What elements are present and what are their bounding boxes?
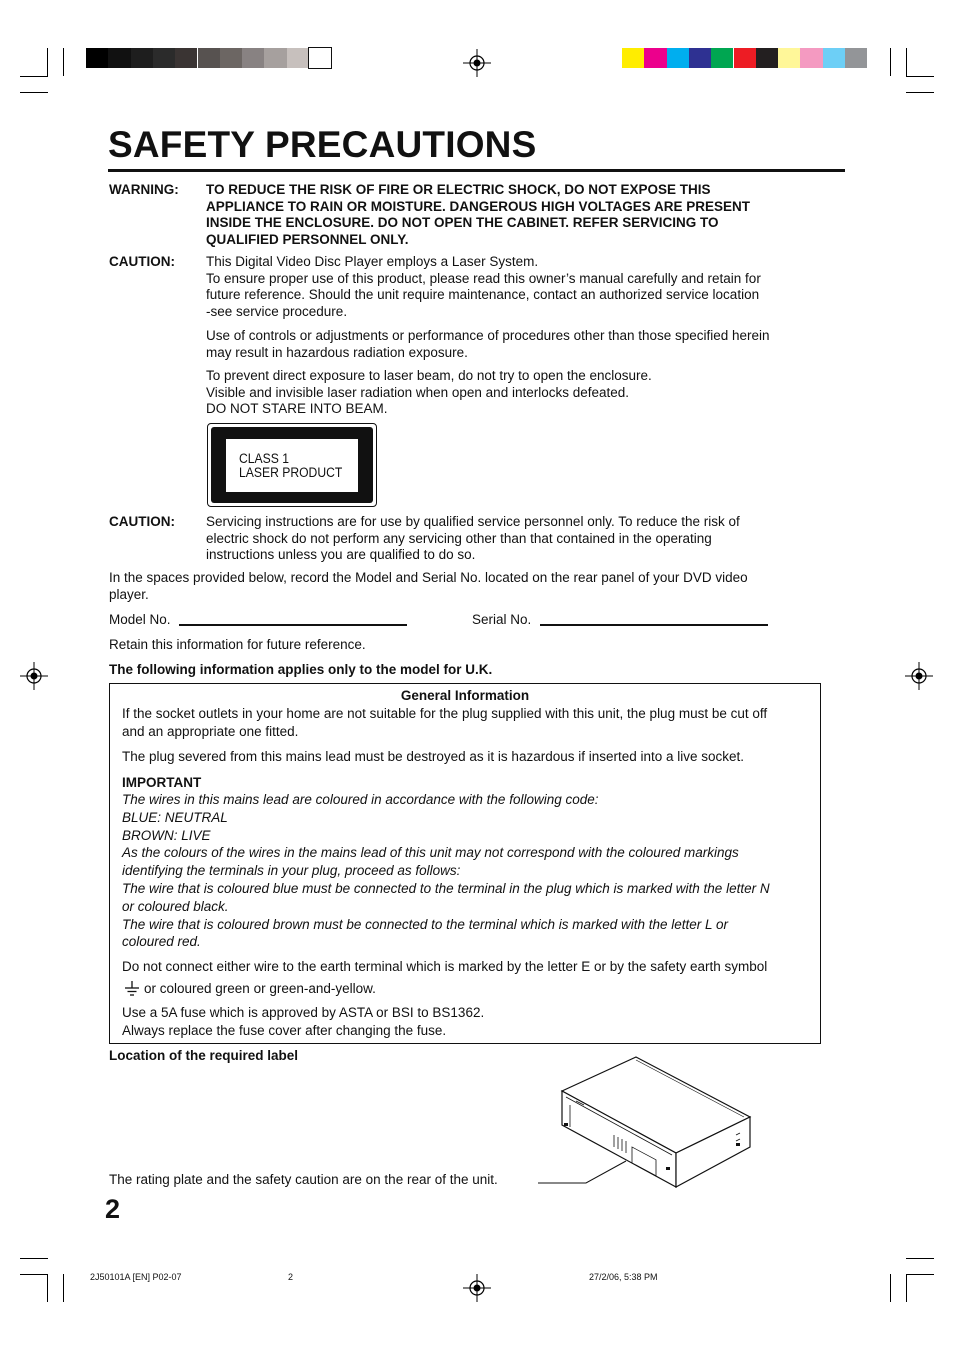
caution-paragraph: Servicing instructions are for use by qualified service personnel only. To reduce the risk of electric shock do not perform any servicing other than that contained in the operating instructions unless you are qualified to do so. [206,514,740,562]
crop-mark [890,48,891,76]
registration-mark-icon [905,662,933,690]
uk-heading: The following information applies only to the model for U.K. [109,662,493,677]
calibration-swatch [153,48,175,68]
calibration-swatch [622,48,644,68]
footer-page: 2 [288,1272,294,1282]
caution-paragraph: Use of controls or adjustments or performance of procedures other than those specified herein may result in hazardous radiation exposure. [206,328,770,360]
calibration-swatch [175,48,197,68]
caution-label: CAUTION: [109,514,175,529]
crop-mark [906,1274,934,1275]
location-caption: The rating plate and the safety caution are on the rear of the unit. [109,1172,498,1187]
warning-label: WARNING: [109,182,179,197]
earth-text: Do not connect either wire to the earth terminal which is marked by the letter E or by the safety earth symbol [122,959,768,974]
uk-paragraph: The plug severed from this mains lead must be destroyed as it is hazardous if inserted into a live socket. [122,749,745,764]
calibration-swatch [711,48,733,68]
laser-product-text: LASER PRODUCT [239,465,343,480]
uk-paragraph: If the socket outlets in your home are not suitable for the plug supplied with this unit, the plug must be cut off and an appropriate one fitted. [122,706,768,739]
record-instructions: In the spaces provided below, record the Model and Serial No. located on the rear panel of your DVD video player. [109,570,748,602]
serial-no-label: Serial No. [472,612,532,627]
laser-class-text: CLASS 1 [239,451,289,466]
caution-label: CAUTION: [109,254,175,269]
registration-mark-icon [463,49,491,77]
laser-product-label [207,423,377,507]
location-heading: Location of the required label [109,1048,299,1063]
important-label: IMPORTANT [122,775,202,790]
page-title: SAFETY PRECAUTIONS [108,124,537,165]
crop-mark [890,1274,891,1302]
calibration-swatch [242,48,264,68]
crop-mark [63,1274,64,1302]
crop-mark [906,76,934,77]
calibration-swatch [108,48,130,68]
calibration-swatch [689,48,711,68]
wiring-instructions: The wires in this mains lead are coloured in accordance with the following code: BLUE: NEUTRAL BROWN: LIVE As the colours of the wires in the mains lead of this unit may not correspond with the coloured markings identifying the terminals in your plug, proceed as follows: The wire that is coloured blue must be connected to the terminal in the plug which is marked with the letter N or coloured black. The wire that is coloured brown must be connected to the terminal which is marked with the letter L or coloured red. [122,792,770,950]
crop-mark [906,1258,934,1259]
warning-text: TO REDUCE THE RISK OF FIRE OR ELECTRIC SHOCK, DO NOT EXPOSE THIS APPLIANCE TO RAIN OR MOISTURE. DANGEROUS HIGH VOLTAGES ARE PRESENT INSIDE THE ENCLOSURE. DO NOT OPEN THE CABINET. REFER SERVICING TO QUALIFIED PERSONNEL ONLY. [206,182,751,247]
crop-mark [20,1258,48,1259]
calibration-swatch [800,48,822,68]
crop-mark [47,48,48,76]
crop-mark [47,1274,48,1302]
crop-mark [906,1274,907,1302]
fuse-text: Use a 5A fuse which is approved by ASTA or BSI to BS1362. Always replace the fuse cover after changing the fuse. [122,1005,485,1038]
calibration-swatch [131,48,153,68]
calibration-swatch [287,48,309,68]
calibration-swatch [756,48,778,68]
calibration-swatch [198,48,220,68]
crop-mark [63,48,64,76]
calibration-swatch [667,48,689,68]
calibration-swatch [264,48,286,68]
crop-mark [906,48,907,76]
calibration-swatch [309,48,331,68]
calibration-swatch [778,48,800,68]
registration-mark-icon [20,662,48,690]
calibration-swatch [845,48,867,68]
footer-code: 2J50101A [EN] P02-07 [90,1272,182,1282]
retain-text: Retain this information for future reference. [109,637,366,652]
model-no-label: Model No. [109,612,171,627]
calibration-swatch [220,48,242,68]
dvd-player-illustration [536,1055,752,1190]
footer-date: 27/2/06, 5:38 PM [589,1272,658,1282]
page-number: 2 [105,1194,121,1224]
serial-no-field[interactable] [540,624,768,626]
caution-paragraph: To prevent direct exposure to laser beam, do not try to open the enclosure. Visible and invisible laser radiation when open and interlocks defeated. DO NOT STARE INTO BEAM. [206,368,652,416]
crop-mark [20,76,48,77]
crop-mark [906,92,934,93]
calibration-swatch [823,48,845,68]
caution-paragraph: This Digital Video Disc Player employs a Laser System. To ensure proper use of this product, please read this owner’s manual carefully and retain for future reference. Should the unit require maintenance, contact an authorized service location -see service procedure. [206,254,761,319]
crop-mark [20,92,48,93]
earth-symbol-icon [123,980,141,998]
earth-text-2: or coloured green or green-and-yellow. [144,981,376,996]
registration-mark-icon [463,1274,491,1302]
calibration-swatch [644,48,666,68]
calibration-swatch [86,48,108,68]
general-info-title: General Information [400,688,530,703]
title-rule [108,169,845,172]
model-no-field[interactable] [179,624,407,626]
crop-mark [20,1274,48,1275]
calibration-swatch [734,48,756,68]
